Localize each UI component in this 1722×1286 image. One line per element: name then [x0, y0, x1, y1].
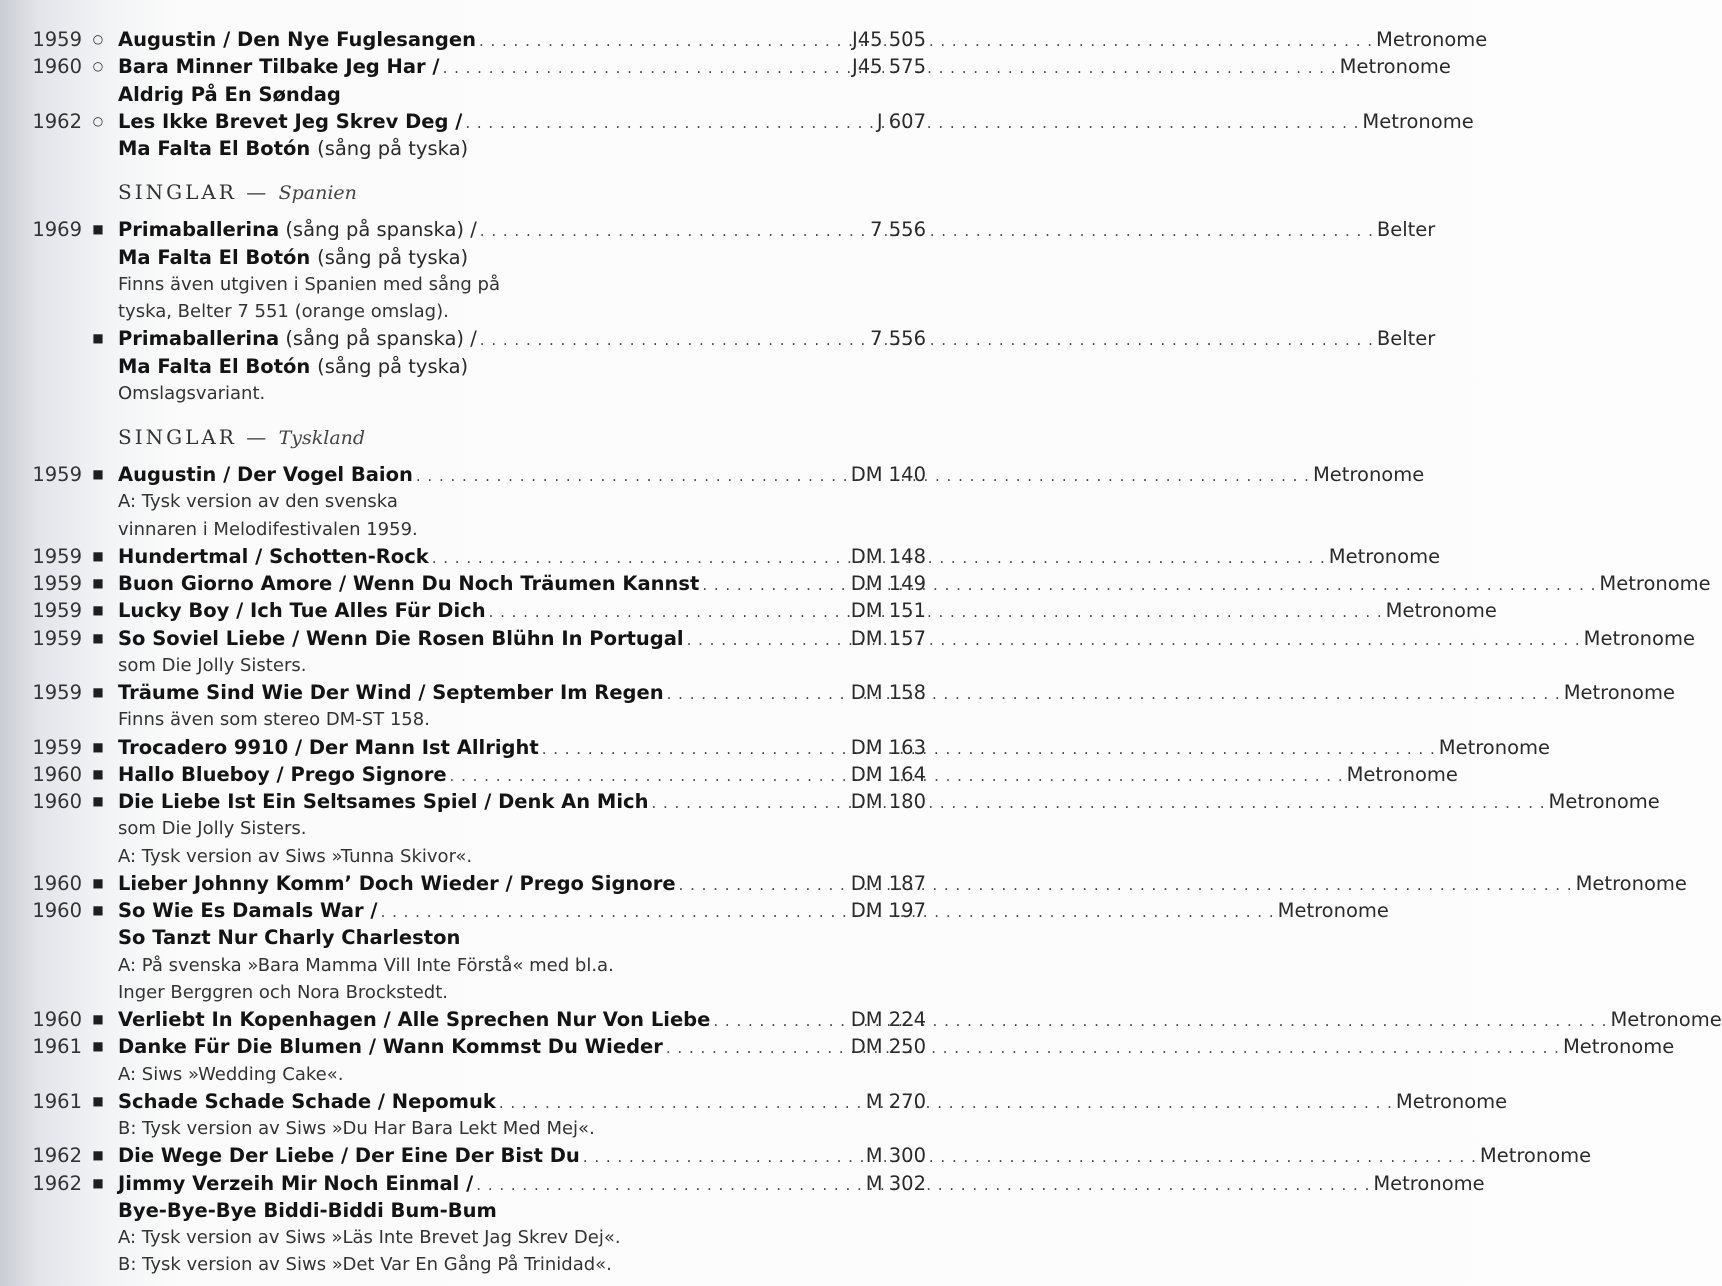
record-label: Metronome — [1563, 681, 1675, 704]
song-titles: Bara Minner Tilbake Jeg Har / — [118, 55, 440, 79]
entry-title — [118, 870, 676, 897]
entry-year: 1961 — [32, 1089, 82, 1113]
format-marker: ■ — [92, 903, 104, 917]
record-entry — [0, 625, 1695, 652]
record-label: Metronome — [1438, 735, 1551, 759]
record-label: Metronome — [1362, 109, 1474, 133]
entry-year: 1960 — [32, 762, 82, 786]
heading-country: Tyskland — [278, 427, 366, 449]
entry-year: 1959 — [32, 735, 82, 759]
heading-word: SINGLAR — [118, 180, 237, 205]
entry-note: A: Tysk version av den svenska — [118, 491, 398, 513]
entry-note: B: Tysk version av Siws »Det Var En Gång På Trinidad«. — [118, 1254, 612, 1276]
song-titles: Aldrig På En Søndag — [118, 82, 341, 106]
section-heading-germany — [0, 421, 944, 461]
entry-continuation — [0, 652, 944, 679]
record-entry — [0, 679, 1675, 706]
entry-year: 1961 — [32, 1035, 82, 1059]
record-label: Metronome — [1346, 762, 1458, 786]
song-titles: Danke Für Die Blumen / Wann Kommst Du Wieder — [118, 1035, 663, 1059]
catalog-number: DM 180 — [850, 790, 926, 813]
catalog-number: M 300 — [865, 1144, 926, 1168]
leader-dots — [664, 681, 1564, 708]
record-label: Metronome — [1385, 599, 1497, 623]
entry-note: A: Siws »Wedding Cake«. — [118, 1063, 344, 1085]
catalog-number: DM 157 — [850, 626, 926, 650]
entry-continuation — [0, 952, 944, 979]
entry-year: 1962 — [32, 1171, 82, 1195]
entry-year: 1962 — [32, 1144, 82, 1168]
entry-continuation — [0, 271, 944, 298]
song-titles: Ma Falta El Botón — [118, 354, 311, 378]
format-marker: ■ — [92, 630, 104, 645]
record-entry — [0, 1142, 1592, 1169]
record-entry — [0, 761, 1458, 788]
entry-continuation — [0, 924, 944, 951]
entry-note: Omslagsvariant. — [118, 382, 266, 404]
format-marker: ■ — [92, 1148, 104, 1163]
entry-note: B: Tysk version av Siws »Du Har Bara Lekt Med Mej«. — [118, 1118, 595, 1139]
record-label: Metronome — [1395, 1089, 1508, 1113]
song-titles: Buon Giorno Amore / Wenn Du Noch Träumen Kannst — [118, 572, 700, 595]
leader-dots — [378, 899, 1278, 926]
catalog-number: DM 163 — [850, 735, 926, 759]
entry-year: 1959 — [32, 572, 82, 595]
song-titles: Bye-Bye-Bye Biddi-Biddi Bum-Bum — [118, 1198, 497, 1222]
catalog-number: J45 505 — [852, 28, 926, 51]
entry-title — [118, 108, 462, 135]
entry-title — [118, 1088, 496, 1115]
song-titles: Ma Falta El Botón — [118, 245, 311, 269]
entry-continuation — [0, 706, 944, 733]
entry-continuation — [0, 81, 944, 108]
catalog-number: DM 197 — [850, 899, 926, 922]
record-entry — [0, 597, 1497, 624]
record-label: Metronome — [1599, 572, 1711, 595]
record-entry — [0, 1170, 1485, 1197]
catalog-number: DM 148 — [850, 544, 926, 568]
catalog-number: DM 151 — [850, 599, 926, 623]
leader-dots — [477, 327, 1377, 354]
entry-title — [118, 1006, 710, 1033]
title-annotation: (sång på spanska) / — [285, 327, 477, 351]
catalog-number: DM 187 — [850, 871, 926, 895]
song-titles: Les Ikke Brevet Jeg Skrev Deg / — [118, 109, 463, 133]
leader-dots — [486, 599, 1386, 626]
record-label: Metronome — [1610, 1008, 1722, 1031]
format-marker: ■ — [92, 685, 104, 699]
song-titles: So Wie Es Damals War / — [118, 899, 378, 922]
entry-title — [118, 325, 477, 352]
song-titles: Die Wege Der Liebe / Der Eine Der Bist Du — [118, 1144, 580, 1168]
record-entry — [0, 1033, 1675, 1060]
format-marker: ■ — [92, 1039, 104, 1054]
entry-year: 1959 — [32, 626, 82, 650]
song-titles: So Tanzt Nur Charly Charleston — [118, 926, 461, 950]
entry-continuation — [0, 380, 944, 407]
entry-title — [118, 761, 447, 788]
heading-text — [118, 180, 357, 204]
entry-title — [118, 543, 429, 570]
format-marker: ■ — [92, 739, 104, 754]
catalog-number: J 607 — [876, 109, 926, 133]
entry-year: 1960 — [32, 899, 82, 922]
leader-dots — [663, 1035, 1563, 1062]
catalog-number: DM 250 — [850, 1035, 926, 1059]
entry-continuation — [0, 244, 944, 271]
entry-title — [118, 1142, 580, 1169]
entry-continuation — [0, 516, 944, 543]
format-marker: ■ — [92, 1012, 104, 1026]
format-marker: ■ — [92, 875, 104, 890]
record-label: Metronome — [1583, 626, 1695, 650]
format-marker: ■ — [92, 331, 104, 346]
record-label: Metronome — [1373, 1171, 1485, 1195]
song-titles: Verliebt In Kopenhagen / Alle Sprechen Nur Von Liebe — [118, 1008, 711, 1031]
format-marker: ■ — [92, 603, 104, 618]
section-germany-singles — [0, 461, 1722, 1279]
entry-note: som Die Jolly Sisters. — [118, 654, 307, 676]
entry-note: som Die Jolly Sisters. — [118, 818, 307, 840]
entry-note: A: Tysk version av Siws »Läs Inte Brevet Jag Skrev Dej«. — [118, 1227, 621, 1248]
catalog-number: M 302 — [865, 1171, 926, 1195]
entry-year: 1959 — [32, 463, 82, 486]
format-marker: ■ — [92, 576, 104, 590]
heading-text — [118, 425, 365, 449]
record-entry — [0, 325, 1436, 352]
section-norway-singles — [0, 26, 1488, 162]
song-titles: Augustin / Den Nye Fuglesangen — [118, 28, 476, 51]
entry-continuation — [0, 979, 944, 1006]
entry-title — [118, 1170, 473, 1197]
record-entry — [0, 543, 1441, 570]
record-label: Metronome — [1548, 790, 1660, 813]
entry-year: 1960 — [32, 871, 82, 895]
song-titles: Hallo Blueboy / Prego Signore — [118, 762, 447, 786]
leader-dots — [477, 218, 1377, 245]
leader-dots — [496, 1090, 1396, 1117]
format-marker: ○ — [92, 59, 104, 74]
catalog-number: 7 556 — [870, 218, 926, 242]
entry-note: A: Tysk version av Siws »Tunna Skivor«. — [118, 845, 473, 867]
record-label: Metronome — [1312, 463, 1425, 486]
format-marker: ○ — [92, 113, 104, 128]
entry-continuation — [0, 1224, 944, 1251]
catalog-number: DM 224 — [850, 1008, 926, 1031]
title-annotation: (sång på tyska) — [317, 137, 469, 160]
record-entry — [0, 788, 1660, 815]
record-entry — [0, 897, 1389, 924]
entry-year: 1962 — [32, 109, 82, 133]
record-entry — [0, 108, 1474, 135]
song-title-continued — [118, 135, 468, 162]
entry-year: 1959 — [32, 681, 82, 704]
song-titles: Lucky Boy / Ich Tue Alles Für Dich — [118, 599, 486, 623]
entry-note: tyska, Belter 7 551 (orange omslag). — [118, 301, 449, 322]
format-marker: ■ — [92, 766, 104, 781]
entry-note: Inger Berggren och Nora Brockstedt. — [118, 981, 448, 1003]
format-marker: ■ — [92, 467, 104, 481]
entry-continuation — [0, 1251, 944, 1278]
song-titles: Die Liebe Ist Ein Seltsames Spiel / Denk An Mich — [118, 790, 649, 813]
song-title-continued — [118, 244, 468, 271]
record-entry — [0, 870, 1687, 897]
entry-continuation — [0, 815, 944, 842]
record-entry — [0, 570, 1711, 597]
leader-dots — [539, 736, 1439, 763]
format-marker: ■ — [92, 222, 104, 237]
format-marker: ■ — [92, 548, 104, 563]
heading-dash: — — [246, 180, 270, 205]
song-titles: Schade Schade Schade / Nepomuk — [118, 1089, 496, 1113]
song-titles: Träume Sind Wie Der Wind / September Im Regen — [118, 681, 664, 704]
song-titles: Primaballerina — [118, 327, 280, 351]
catalog-number: 7 556 — [870, 327, 926, 351]
record-entry — [0, 1006, 1722, 1033]
record-label: Belter — [1376, 218, 1436, 242]
format-marker: ■ — [92, 794, 104, 808]
song-titles: Lieber Johnny Komm’ Doch Wieder / Prego Signore — [118, 871, 676, 895]
song-title-continued — [118, 353, 468, 380]
catalog-number: DM 140 — [850, 463, 926, 486]
entry-continuation — [0, 488, 944, 515]
catalog-number: DM 149 — [850, 572, 926, 595]
record-label: Metronome — [1376, 28, 1488, 51]
record-entry — [0, 461, 1425, 488]
song-titles: Hundertmal / Schotten-Rock — [118, 544, 429, 568]
leader-dots — [648, 790, 1548, 817]
discography-page — [0, 26, 1722, 1279]
section-heading-spain — [0, 176, 944, 216]
catalog-number: DM 164 — [850, 762, 926, 786]
format-marker: ■ — [92, 1175, 104, 1190]
title-annotation: (sång på tyska) — [317, 354, 469, 378]
catalog-number: M 270 — [865, 1089, 926, 1113]
song-title-continued — [118, 81, 341, 108]
record-label: Metronome — [1562, 1035, 1675, 1059]
leader-dots — [580, 1144, 1480, 1171]
entry-note: Finns även som stereo DM-ST 158. — [118, 709, 430, 731]
record-entry — [0, 53, 1451, 80]
record-label: Metronome — [1479, 1144, 1592, 1168]
leader-dots — [676, 872, 1576, 899]
record-label: Metronome — [1575, 871, 1687, 895]
record-entry — [0, 1088, 1508, 1115]
section-spain-singles — [0, 216, 1436, 407]
title-annotation: (sång på tyska) — [317, 245, 469, 269]
record-entry — [0, 216, 1436, 243]
record-label: Metronome — [1339, 55, 1451, 79]
heading-country: Spanien — [278, 182, 357, 205]
leader-dots — [699, 572, 1599, 599]
entry-year: 1969 — [32, 218, 82, 242]
entry-title — [118, 788, 648, 815]
leader-dots — [710, 1008, 1610, 1035]
entry-title — [118, 216, 477, 243]
song-titles: Primaballerina — [118, 218, 280, 242]
catalog-number: J45 575 — [852, 55, 926, 79]
entry-continuation — [0, 135, 944, 162]
entry-year: 1959 — [32, 28, 82, 51]
entry-continuation — [0, 1061, 944, 1088]
entry-note: vinnaren i Melodifestivalen 1959. — [118, 518, 418, 540]
entry-title — [118, 734, 539, 761]
entry-continuation — [0, 843, 944, 870]
song-titles: So Soviel Liebe / Wenn Die Rosen Blühn In Portugal — [118, 626, 684, 650]
entry-continuation — [0, 1197, 944, 1224]
entry-year: 1960 — [32, 790, 82, 813]
catalog-number: DM 158 — [850, 681, 926, 704]
record-entry — [0, 26, 1488, 53]
entry-title — [118, 897, 378, 924]
entry-continuation — [0, 1115, 944, 1142]
entry-title — [118, 53, 440, 80]
entry-title — [118, 1033, 663, 1060]
entry-title — [118, 597, 486, 624]
entry-year: 1960 — [32, 1008, 82, 1031]
entry-note: A: På svenska »Bara Mamma Vill Inte Förstå« med bl.a. — [118, 954, 614, 976]
entry-continuation — [0, 353, 944, 380]
entry-title — [118, 461, 413, 488]
record-label: Belter — [1376, 327, 1436, 351]
song-titles: Jimmy Verzeih Mir Noch Einmal / — [118, 1171, 474, 1195]
song-title-continued — [118, 1197, 497, 1224]
entry-title — [118, 26, 476, 53]
entry-year: 1959 — [32, 544, 82, 568]
format-marker: ○ — [92, 32, 104, 46]
entry-title — [118, 625, 684, 652]
song-titles: Augustin / Der Vogel Baion — [118, 463, 413, 486]
heading-dash: — — [246, 425, 270, 449]
record-entry — [0, 734, 1551, 761]
entry-continuation — [0, 298, 944, 325]
entry-year: 1960 — [32, 55, 82, 79]
record-label: Metronome — [1277, 899, 1389, 922]
song-titles: Ma Falta El Botón — [118, 137, 311, 160]
title-annotation: (sång på spanska) / — [285, 218, 477, 242]
entry-year: 1959 — [32, 599, 82, 623]
heading-word: SINGLAR — [118, 425, 237, 449]
song-titles: Trocadero 9910 / Der Mann Ist Allright — [118, 735, 539, 759]
leader-dots — [684, 627, 1584, 654]
song-title-continued — [118, 924, 460, 951]
entry-note: Finns även utgiven i Spanien med sång på — [118, 273, 500, 295]
format-marker: ■ — [92, 1093, 104, 1108]
record-label: Metronome — [1328, 544, 1441, 568]
entry-title — [118, 570, 699, 597]
entry-title — [118, 679, 664, 706]
